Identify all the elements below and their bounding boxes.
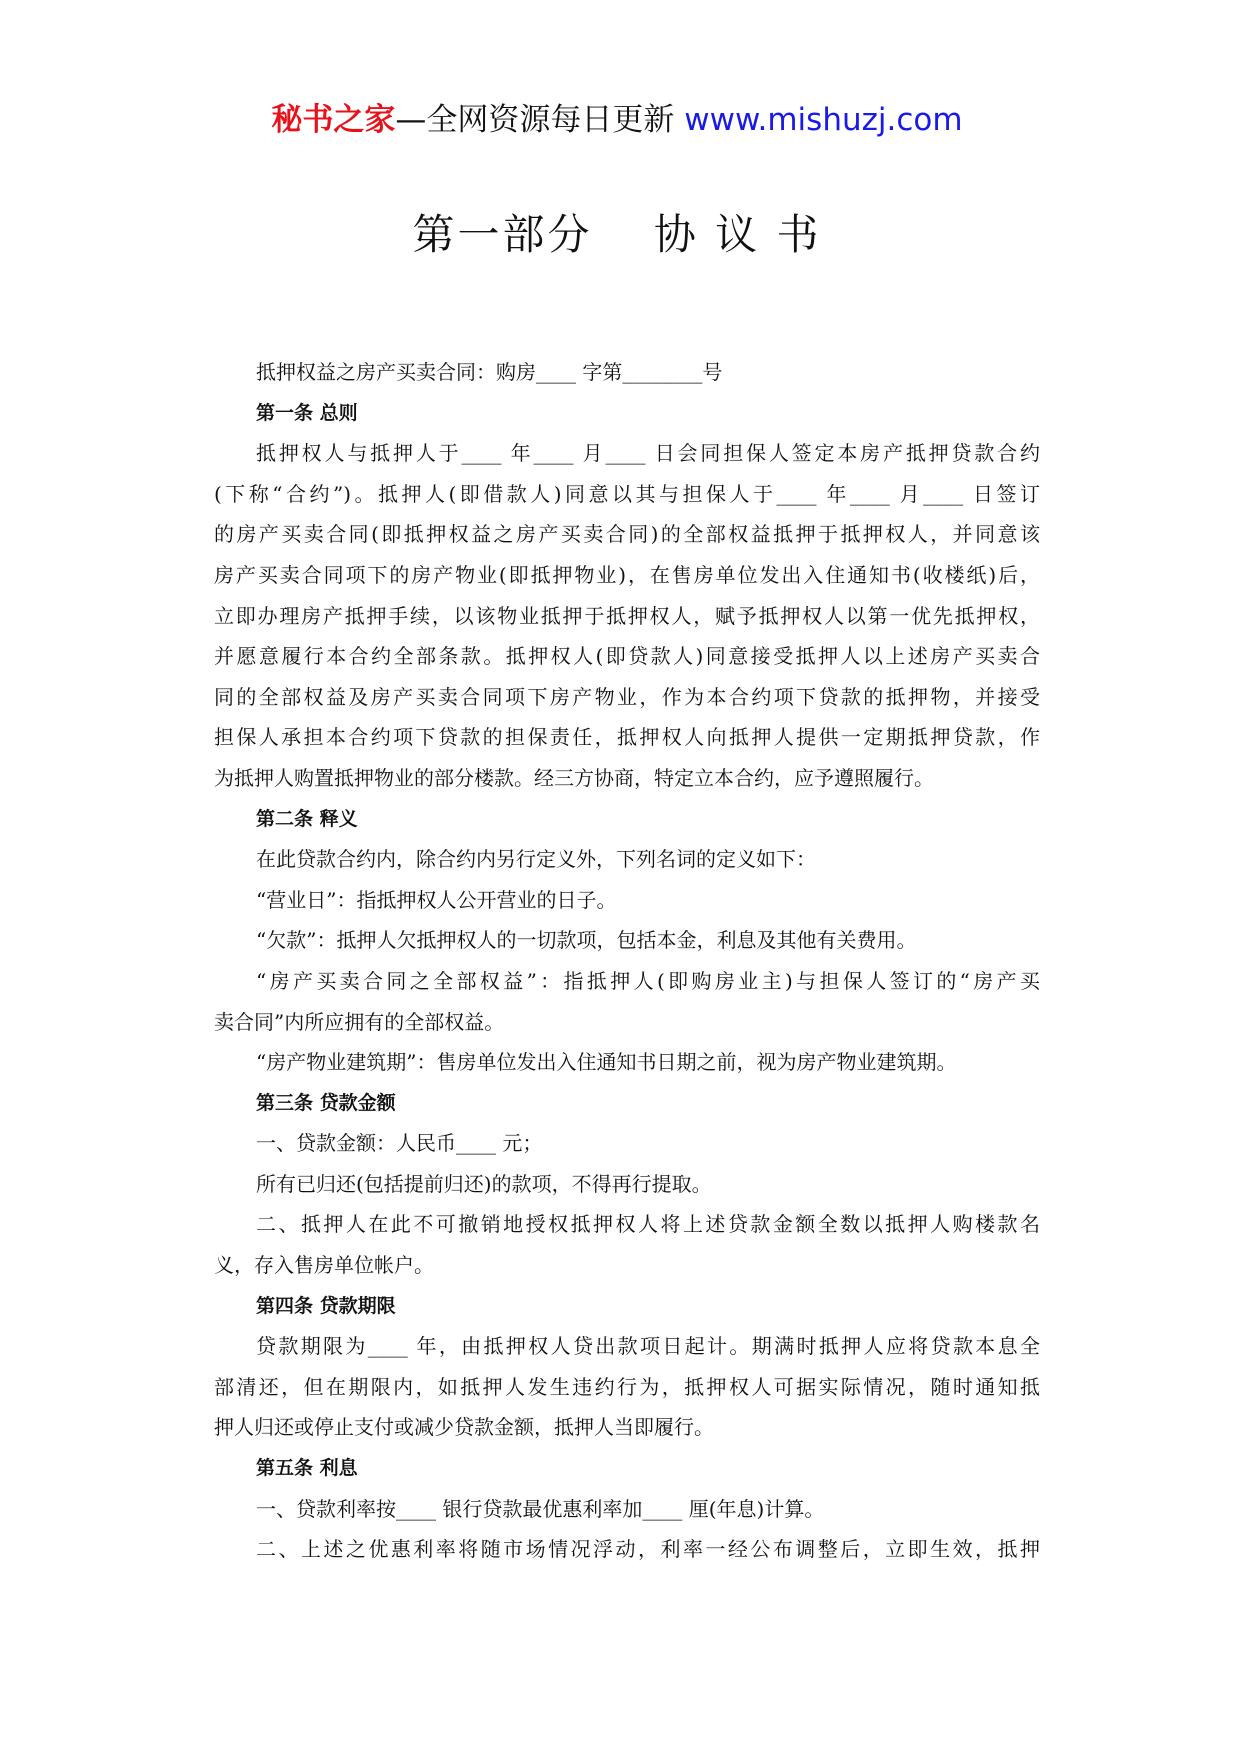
section-heading: 第四条 贷款期限 xyxy=(256,1294,396,1317)
text-line: 同的全部权益及房产买卖合同项下房产物业，作为本合约项下贷款的抵押物，并接受 xyxy=(214,684,1040,709)
site-slogan: —全网资源每日更新 xyxy=(395,102,685,138)
text-line: (下称“合约”)。抵押人(即借款人)同意以其与担保人于____ 年____ 月____ 日签订 xyxy=(214,481,1040,506)
section-heading: 第二条 释义 xyxy=(256,807,358,830)
text-line: 并愿意履行本合约全部条款。抵押权人(即贷款人)同意接受抵押人以上述房产买卖合 xyxy=(214,644,1040,669)
text-line: 在此贷款合约内，除合约内另行定义外，下列名词的定义如下： xyxy=(256,847,816,872)
text-line: 押人归还或停止支付或减少贷款金额，抵押人当即履行。 xyxy=(214,1415,714,1440)
text-line: “房产买卖合同之全部权益”：指抵押人(即购房业主)与担保人签订的“房产买 xyxy=(256,968,1040,993)
text-line: 二、抵押人在此不可撤销地授权抵押权人将上述贷款金额全数以抵押人购楼款名 xyxy=(256,1212,1040,1237)
brand-name: 秘书之家 xyxy=(271,102,396,138)
text-line: 担保人承担本合约项下贷款的担保责任，抵押权人向抵押人提供一定期抵押贷款，作 xyxy=(214,725,1040,750)
text-line: 一、贷款金额：人民币____ 元； xyxy=(256,1131,543,1156)
text-line: “营业日”：指抵押权人公开营业的日子。 xyxy=(256,887,617,912)
text-line: 贷款期限为____ 年，由抵押权人贷出款项日起计。期满时抵押人应将贷款本息全 xyxy=(256,1334,1040,1359)
site-url[interactable]: www.mishuzj.com xyxy=(684,102,963,138)
text-line: 为抵押人购置抵押物业的部分楼款。经三方协商，特定立本合约，应予遵照履行。 xyxy=(214,765,934,790)
site-header xyxy=(0,100,1234,140)
text-line: 房产买卖合同项下的房产物业(即抵押物业)，在售房单位发出入住通知书(收楼纸)后， xyxy=(214,562,1040,587)
text-line: “房产物业建筑期”：售房单位发出入住通知书日期之前，视为房产物业建筑期。 xyxy=(256,1050,957,1075)
document-body xyxy=(214,352,1040,1570)
section-heading: 第一条 总则 xyxy=(256,401,358,424)
text-line: 立即办理房产抵押手续，以该物业抵押于抵押权人，赋予抵押权人以第一优先抵押权， xyxy=(214,603,1040,628)
text-line: 部清还，但在期限内，如抵押人发生违约行为，抵押权人可据实际情况，随时通知抵 xyxy=(214,1374,1040,1399)
section-heading: 第三条 贷款金额 xyxy=(256,1091,396,1114)
section-heading: 第五条 利息 xyxy=(256,1457,358,1480)
text-line: 的房产买卖合同(即抵押权益之房产买卖合同)的全部权益抵押于抵押权人，并同意该 xyxy=(214,522,1040,547)
text-line: 一、贷款利率按____ 银行贷款最优惠利率加____ 厘(年息)计算。 xyxy=(256,1496,825,1521)
text-line: 卖合同”内所应拥有的全部权益。 xyxy=(214,1009,505,1034)
text-line: 抵押权人与抵押人于____ 年____ 月____ 日会同担保人签定本房产抵押贷款合约 xyxy=(256,441,1040,466)
text-line: “欠款”：抵押人欠抵押权人的一切款项，包括本金，利息及其他有关费用。 xyxy=(256,928,917,953)
text-line: 义，存入售房单位帐户。 xyxy=(214,1253,434,1278)
text-line: 二、上述之优惠利率将随市场情况浮动，利率一经公布调整后，立即生效，抵押 xyxy=(256,1537,1040,1562)
document-title: 第一部分 协 议 书 xyxy=(412,210,822,259)
text-line: 抵押权益之房产买卖合同：购房____ 字第________号 xyxy=(256,360,723,384)
text-line: 所有已归还(包括提前归还)的款项，不得再行提取。 xyxy=(256,1171,712,1196)
